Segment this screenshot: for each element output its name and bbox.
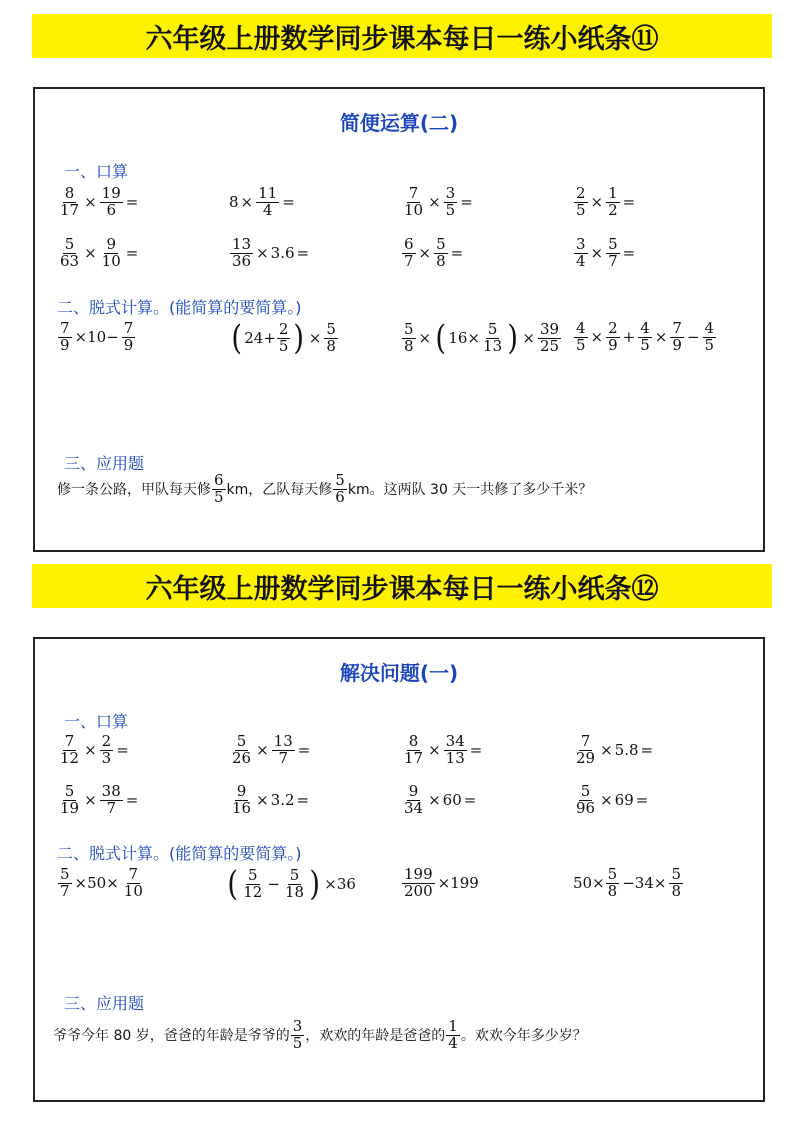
mental-item: $\frac{5}{26}$ × $\frac{13}{7}$ = <box>232 732 311 767</box>
worksheet-12 <box>33 637 765 1102</box>
calc-item: ( $\frac{5}{12}$ − $\frac{5}{18}$ ) ×36 <box>227 864 356 904</box>
mental-item: 8 × $\frac{11}{4}$ = <box>229 184 295 219</box>
mental-item: $\frac{7}{29}$ × 5.8 = <box>576 732 654 767</box>
calc-item: $\frac{5}{7}$ ×50× $\frac{7}{10}$ <box>60 865 143 900</box>
section-word-problem: 三、应用题 <box>64 994 145 1013</box>
sheet-11-banner: 六年级上册数学同步课本每日一练小纸条⑪ <box>32 14 772 58</box>
mental-item: $\frac{5}{19}$ × $\frac{38}{7}$ = <box>60 782 139 817</box>
section-word-problem: 三、应用题 <box>64 454 145 473</box>
mental-item: $\frac{2}{5}$ × $\frac{1}{2}$ = <box>576 184 636 219</box>
section-step-calculation: 二、脱式计算。(能简算的要简算。) <box>57 298 302 317</box>
word-problem-text: 爷爷今年 80 岁，爸爸的年龄是爷爷的 $\frac{3}{5}$ ，欢欢的年龄是爸爸的 $\frac{1}{4}$ 。欢欢今年多少岁？ <box>53 1017 587 1052</box>
mental-item: $\frac{5}{96}$ × 69 = <box>576 782 649 817</box>
worksheet-title: 解决问题(一) <box>339 661 459 685</box>
calc-item: ( 24+ $\frac{2}{5}$ ) × $\frac{5}{8}$ <box>231 318 336 358</box>
calc-item: $\frac{7}{9}$ ×10− $\frac{7}{9}$ <box>60 319 134 354</box>
word-problem-text: 修一条公路，甲队每天修 $\frac{6}{5}$ km，乙队每天修 $\frac{5}{6}$ km。这两队 30 天一共修了多少千米？ <box>57 471 593 506</box>
calc-item: $\frac{199}{200}$ ×199 <box>404 865 479 900</box>
worksheet-title: 简便运算(二) <box>339 111 459 135</box>
mental-item: $\frac{7}{12}$ × $\frac{2}{3}$ = <box>60 732 129 767</box>
section-step-calculation: 二、脱式计算。(能简算的要简算。) <box>57 844 302 863</box>
section-mental-math: 一、口算 <box>64 162 129 181</box>
calc-item: $\frac{5}{8}$ × ( 16× $\frac{5}{13}$ ) × $\frac{39}{25}$ <box>404 318 560 358</box>
worksheet-11 <box>33 87 765 552</box>
sheet-12-banner: 六年级上册数学同步课本每日一练小纸条⑫ <box>32 564 772 608</box>
mental-item: $\frac{8}{17}$ × $\frac{34}{13}$ = <box>404 732 483 767</box>
calc-item: 50× $\frac{5}{8}$ −34× $\frac{5}{8}$ <box>573 865 681 900</box>
mental-item: $\frac{5}{63}$ × $\frac{9}{10}$ = <box>60 235 139 270</box>
mental-item: $\frac{9}{16}$ × 3.2 = <box>232 782 310 817</box>
mental-item: $\frac{3}{4}$ × $\frac{5}{7}$ = <box>576 235 636 270</box>
mental-item: $\frac{6}{7}$ × $\frac{5}{8}$ = <box>404 235 464 270</box>
calc-item: $\frac{4}{5}$ × $\frac{2}{9}$ + $\frac{4}{5}$ × $\frac{7}{9}$ − $\frac{4}{5}$ <box>576 319 715 354</box>
mental-item: $\frac{8}{17}$ × $\frac{19}{6}$ = <box>60 184 139 219</box>
mental-item: $\frac{13}{36}$ × 3.6 = <box>232 235 310 270</box>
mental-item: $\frac{9}{34}$ × 60 = <box>404 782 477 817</box>
section-mental-math: 一、口算 <box>64 712 129 731</box>
mental-item: $\frac{7}{10}$ × $\frac{3}{5}$ = <box>404 184 473 219</box>
